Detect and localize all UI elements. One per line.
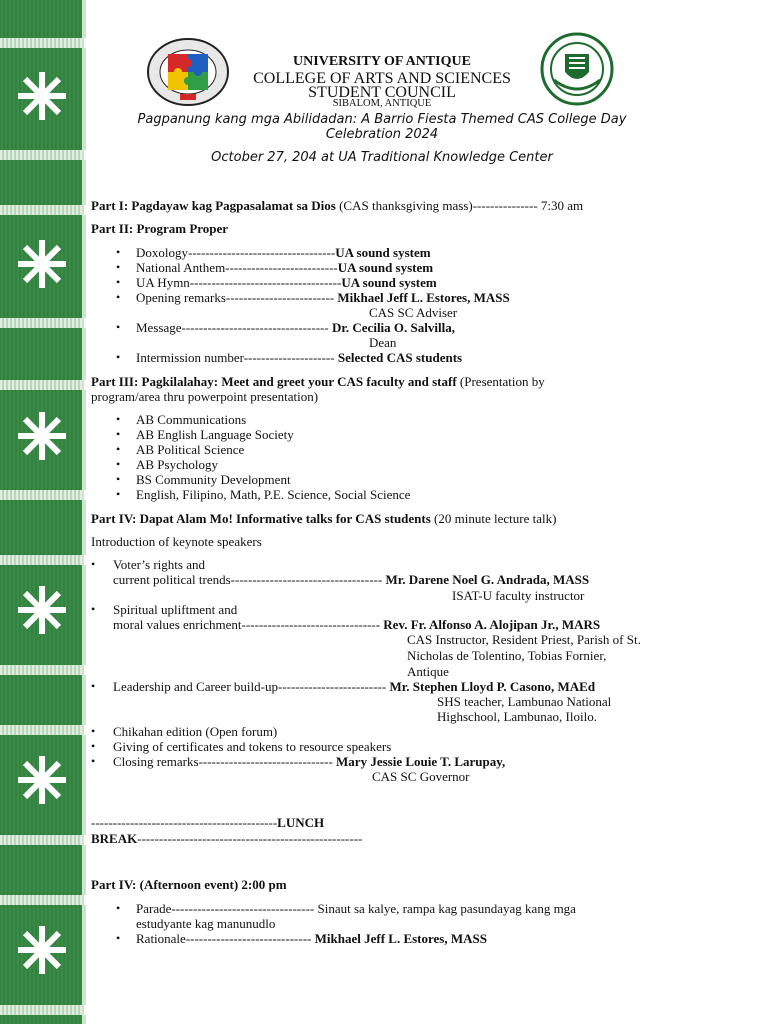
part3-heading-cont: program/area thru powerpoint presentation) <box>91 389 319 404</box>
speaker-note: ISAT-U faculty instructor <box>452 588 585 603</box>
border-stripe <box>0 380 86 390</box>
border-stripe <box>0 38 86 48</box>
list-item: Opening remarks------------------------- Mikhael Jeff L. Estores, MASS <box>136 290 510 305</box>
snowflake-motif-icon <box>14 582 70 638</box>
border-stripe <box>0 318 86 328</box>
border-stripe <box>0 835 86 845</box>
speaker-note: CAS SC Governor <box>372 769 470 784</box>
border-stripe <box>0 895 86 905</box>
bullet: • <box>116 442 121 456</box>
part1: Part I: Pagdayaw kag Pagpasalamat sa Dios (CAS thanksgiving mass)--------------- 7:30 am <box>91 198 584 213</box>
border-stripe <box>0 490 86 500</box>
speaker-note: CAS Instructor, Resident Priest, Parish of St. <box>407 632 641 647</box>
bullet: • <box>91 679 96 693</box>
role-note: CAS SC Adviser <box>369 305 458 320</box>
border-stripe <box>0 725 86 735</box>
talk3-line: Leadership and Career build-up------------------------- Mr. Stephen Lloyd P. Casono, MAEd <box>113 679 596 694</box>
closing-remarks: Closing remarks------------------------------- Mary Jessie Louie T. Larupay, <box>113 754 506 769</box>
bullet: • <box>116 245 121 259</box>
list-item: AB Political Science <box>136 442 245 457</box>
list-item: Giving of certificates and tokens to resource speakers <box>113 739 392 754</box>
talk1-line2: current political trends----------------------------------- Mr. Darene Noel G. Andrada, MASS <box>113 572 590 587</box>
location: SIBALOM, ANTIQUE <box>332 98 432 109</box>
talk2-line2: moral values enrichment-------------------------------- Rev. Fr. Alfonso A. Alojipan Jr., MARS <box>113 617 601 632</box>
bullet: • <box>116 412 121 426</box>
speaker-note: SHS teacher, Lambunao National <box>437 694 612 709</box>
bullet: • <box>116 901 121 915</box>
bullet: • <box>91 754 96 768</box>
border-stripe <box>0 555 86 565</box>
parade-item-cont: estudyante kag manunudlo <box>136 916 276 931</box>
lunch-break-line2: BREAK---------------------------------------------------- <box>91 831 363 846</box>
role-note: Dean <box>369 335 397 350</box>
bullet: • <box>116 350 121 364</box>
bullet: • <box>91 602 96 616</box>
council-name: STUDENT COUNCIL <box>308 84 456 101</box>
border-stripe <box>0 1005 86 1015</box>
university-name: UNIVERSITY OF ANTIQUE <box>293 54 471 69</box>
list-item: AB Communications <box>136 412 247 427</box>
list-item: AB Psychology <box>136 457 218 472</box>
talk2-line1: Spiritual upliftment and <box>113 602 238 617</box>
bullet: • <box>116 275 121 289</box>
college-name: COLLEGE OF ARTS AND SCIENCES <box>253 70 511 87</box>
list-item: Intermission number--------------------- Selected CAS students <box>136 350 463 365</box>
bullet: • <box>116 457 121 471</box>
decorative-border <box>0 0 86 1024</box>
event-title-line2: Celebration 2024 <box>325 127 439 142</box>
talk1-line1: Voter’s rights and <box>113 557 205 572</box>
bullet: • <box>91 739 96 753</box>
list-item: UA Hymn-----------------------------------UA sound system <box>136 275 437 290</box>
speaker-note: Nicholas de Tolentino, Tobias Fornier, <box>407 648 607 663</box>
bullet: • <box>116 290 121 304</box>
part4-heading: Part IV: Dapat Alam Mo! Informative talks for CAS students (20 minute lecture talk) <box>91 511 557 526</box>
bullet: • <box>116 260 121 274</box>
event-date: October 27, 204 at UA Traditional Knowledge Center <box>211 150 553 165</box>
bullet: • <box>116 487 121 501</box>
bullet: • <box>116 931 121 945</box>
parade-item: Parade--------------------------------- Sinaut sa kalye, rampa kag pasundayag kang mga <box>136 901 576 916</box>
list-item: English, Filipino, Math, P.E. Science, Social Science <box>136 487 411 502</box>
bullet: • <box>116 427 121 441</box>
keynote-intro: Introduction of keynote speakers <box>91 534 262 549</box>
list-item: BS Community Development <box>136 472 291 487</box>
event-title-line1: Pagpanung kang mga Abilidadan: A Barrio Fiesta Themed CAS College Day <box>137 112 627 127</box>
list-item: AB English Language Society <box>136 427 294 442</box>
list-item: Doxology----------------------------------UA sound system <box>136 245 431 260</box>
border-stripe <box>0 150 86 160</box>
lunch-break-line1: -------------------------------------------LUNCH <box>91 815 325 830</box>
list-item: Message---------------------------------- Dr. Cecilia O. Salvilla, <box>136 320 455 335</box>
bullet: • <box>91 557 96 571</box>
rationale-item: Rationale----------------------------- Mikhael Jeff L. Estores, MASS <box>136 931 487 946</box>
bullet: • <box>91 724 96 738</box>
speaker-note: Highschool, Lambunao, Iloilo. <box>437 709 597 724</box>
part2-heading: Part II: Program Proper <box>91 221 229 236</box>
snowflake-motif-icon <box>14 408 70 464</box>
list-item: Chikahan edition (Open forum) <box>113 724 278 739</box>
snowflake-motif-icon <box>14 752 70 808</box>
snowflake-motif-icon <box>14 236 70 292</box>
snowflake-motif-icon <box>14 922 70 978</box>
list-item: National Anthem--------------------------UA sound system <box>136 260 434 275</box>
border-stripe <box>0 205 86 215</box>
border-stripe <box>0 665 86 675</box>
part5-heading: Part IV: (Afternoon event) 2:00 pm <box>91 877 287 892</box>
part3-heading: Part III: Pagkilalahay: Meet and greet your CAS faculty and staff (Presentation by <box>91 374 545 389</box>
bullet: • <box>116 320 121 334</box>
snowflake-motif-icon <box>14 68 70 124</box>
speaker-note: Antique <box>407 664 449 679</box>
bullet: • <box>116 472 121 486</box>
